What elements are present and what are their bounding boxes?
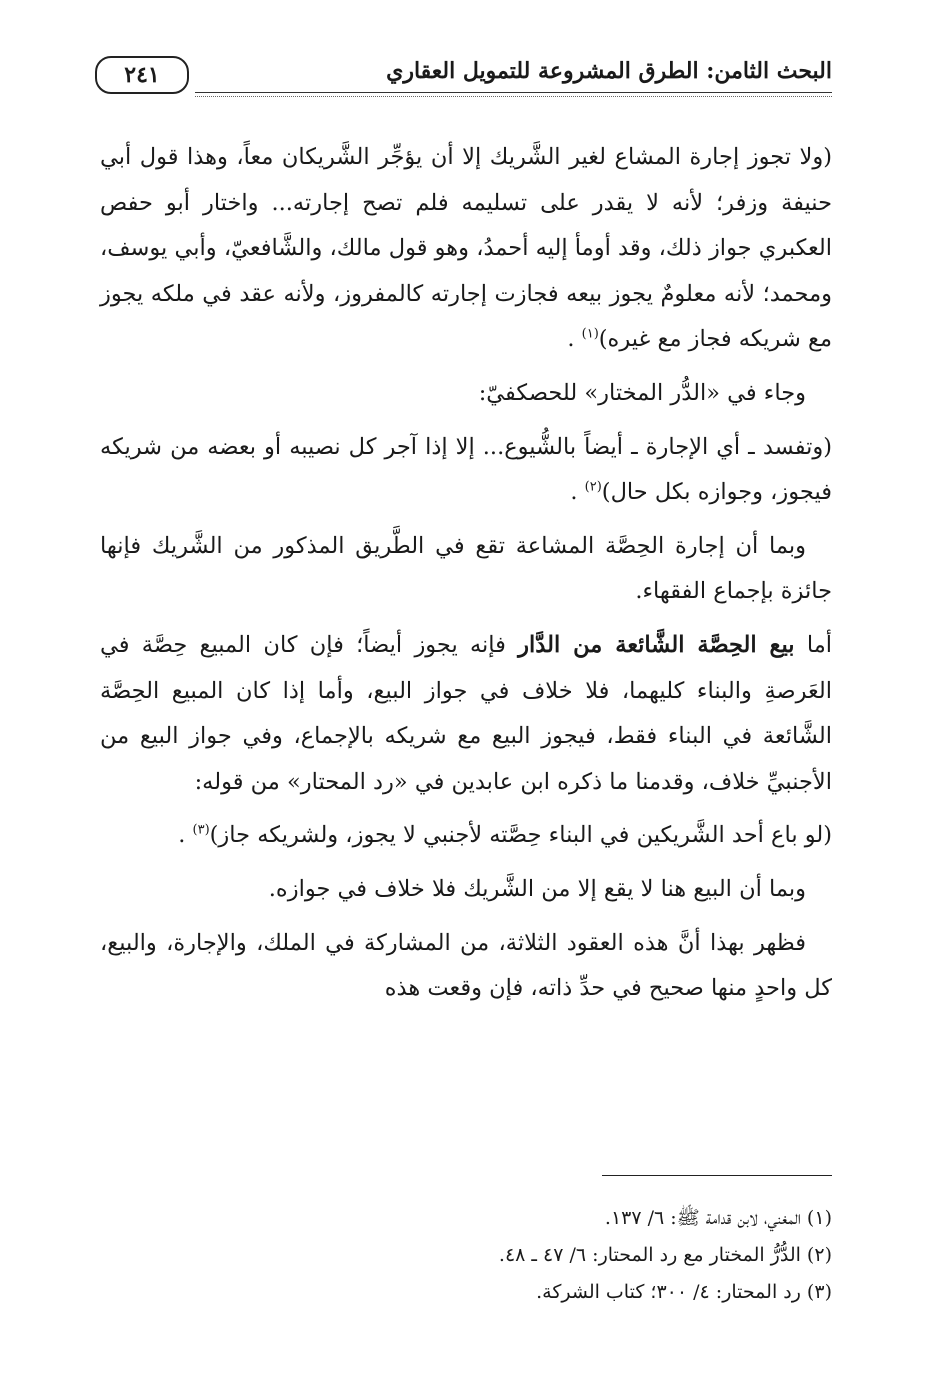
paragraph-sale-ruling: وبما أن البيع هنا لا يقع إلا من الشَّريك فلا خلاف في جوازه. bbox=[268, 875, 806, 902]
paragraph-ijara-ruling: وبما أن إجارة الحِصَّة المشاعة تقع في الطَّريق المذكور من الشَّريك فإنها جائزة بإجماع الفقهاء. bbox=[100, 532, 832, 605]
running-title: البحث الثامن: الطرق المشروعة للتمويل العقاري bbox=[386, 58, 832, 84]
paragraph-durr-intro: وجاء في «الدُّر المختار» للحصكفيّ: bbox=[478, 379, 806, 406]
footnote-ref-2[interactable]: (٢) bbox=[584, 479, 602, 495]
footnotes bbox=[100, 1200, 832, 1311]
main-text bbox=[100, 135, 832, 1020]
bold-term: بيع الحِصَّة الشَّائعة من الدَّار bbox=[518, 631, 795, 658]
footnote-2: (٢) الدُّرُّ المختار مع رد المحتار: ٦/ ٤٧ ـ ٤٨. bbox=[498, 1244, 832, 1266]
footnote-ref-3[interactable]: (٣) bbox=[192, 822, 210, 838]
paragraph-conclusion: فظهر بهذا أنَّ هذه العقود الثلاثة، من المشاركة في الملك، والإجارة، والبيع، كل واحدٍ منها صحيح في حدِّ ذاته، فإن وقعت هذه bbox=[100, 929, 832, 1002]
page-number-badge bbox=[95, 56, 189, 94]
footnote-ref-1[interactable]: (١) bbox=[581, 326, 599, 342]
page-number: ٢٤١ bbox=[124, 62, 160, 88]
footnote-1: (١) المغني، لابن قدامة ﷺ: ٦/ ١٣٧. bbox=[604, 1207, 832, 1229]
paragraph-quote-radd: (لو باع أحد الشَّريكين في البناء حِصَّته لأجنبي لا يجوز، ولشريكه جاز)$^{(٣)}$ . bbox=[178, 822, 832, 849]
footnote-3: (٣) رد المحتار: ٤/ ٣٠٠؛ كتاب الشركة. bbox=[536, 1281, 832, 1303]
header-rule-dotted bbox=[195, 96, 832, 97]
header-rule bbox=[195, 92, 832, 93]
paragraph-quote-mughni: (ولا تجوز إجارة المشاع لغير الشَّريك إلا أن يؤجِّر الشَّريكان معاً، وهذا قول أبي حنيفة وزفر؛ لأنه لا يقدر على تسليمه فلم تصح إجارته... واختار أبو حفص العكبري جواز ذلك، وقد أومأ إليه أحمدُ، وهو قول مالك، والشَّافعيّ، وأبي يوسف، ومحمد؛ لأنه معلومٌ يجوز بيعه فجازت إجارته كالمفروز، ولأنه عقد في ملكه يجوز مع شريكه فجاز مع غيره)$^{(١)}$ . bbox=[100, 144, 832, 353]
page-header bbox=[95, 52, 832, 102]
footnote-separator bbox=[602, 1175, 832, 1176]
paragraph-sale-share: أما بيع الحِصَّة الشَّائعة من الدَّار فإنه يجوز أيضاً؛ فإن كان المبيع حِصَّة في العَرصةِ والبناء كليهما، فلا خلاف في جواز البيع، وأما إذا كان المبيع الحِصَّة الشَّائعة في البناء فقط، فيجوز البيع مع شريكه بالإجماع، وفي جواز البيع من الأجنبيِّ خلاف، وقدمنا ما ذكره ابن عابدين في «رد المحتار» من قوله: bbox=[100, 631, 833, 795]
paragraph-quote-durr: (وتفسد ـ أي الإجارة ـ أيضاً بالشُّيوع... إلا إذا آجر كل نصيبه أو بعضه من شريكه فيجوز، وجوازه بكل حال)$^{(٢)}$ . bbox=[100, 433, 832, 506]
